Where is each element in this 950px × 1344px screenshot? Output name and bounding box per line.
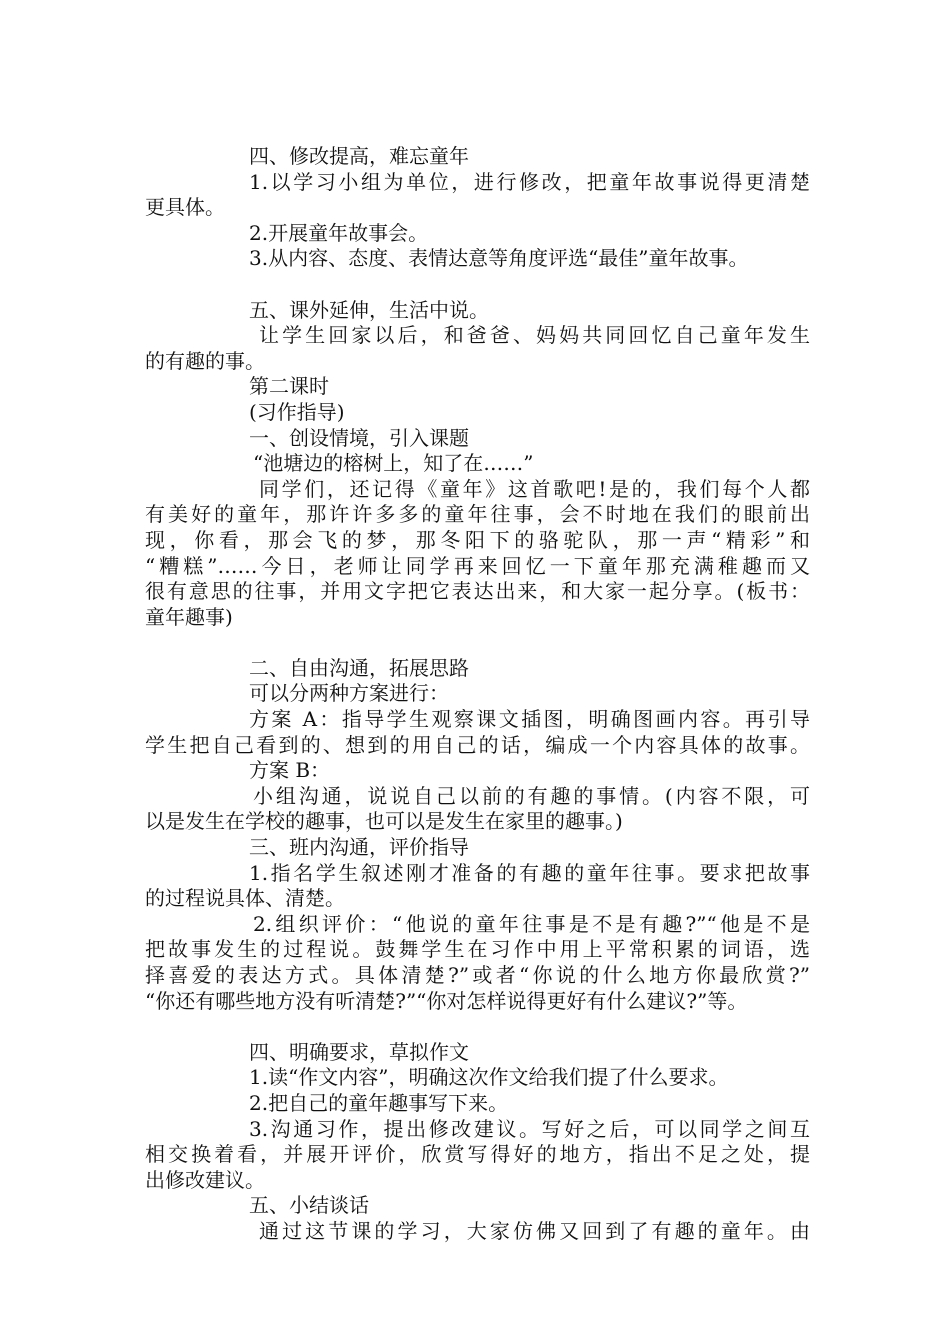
paragraph-line: 2.把自己的童年趣事写下来。 [249,1090,509,1115]
paragraph-line: 让学生回家以后，和爸爸、妈妈共同回忆自己童年发生 [259,323,810,348]
paragraph-line: 童年趣事) [145,604,233,629]
section-heading: 一、创设情境，引入课题 [249,425,469,450]
document-page [145,144,810,1245]
paragraph-line: “你还有哪些地方没有听清楚?”“你对怎样说得更好有什么建议?”等。 [145,988,748,1013]
paragraph-line: 很有意思的往事，并用文字把它表达出来，和大家一起分享。(板书： [145,579,810,604]
paragraph-line: 现，你看，那会飞的梦，那冬阳下的骆驼队，那一声“精彩”和 [145,527,810,552]
lesson-title: 第二课时 [249,374,329,399]
paragraph-line: 1.以学习小组为单位，进行修改，把童年故事说得更清楚 [249,169,810,194]
paragraph-line: “糟糕”……今日，老师让同学再来回忆一下童年那充满稚趣而又 [145,553,810,578]
paragraph-line: 通过这节课的学习，大家仿佛又回到了有趣的童年。由 [259,1218,810,1243]
blank-line [145,630,810,656]
paragraph-line: 3.从内容、态度、表情达意等角度评选“最佳”童年故事。 [249,246,749,271]
paragraph-line: 同学们，还记得《童年》这首歌吧!是的，我们每个人都 [259,476,810,501]
paragraph-line: 相交换着看，并展开评价，欣赏写得好的地方，指出不足之处，提 [145,1142,810,1167]
paragraph-line: 有美好的童年，那许许多多的童年往事，会不时地在我们的眼前出 [145,502,810,527]
paragraph-line: 2.开展童年故事会。 [249,220,429,245]
lesson-subtitle: (习作指导) [249,399,345,424]
paragraph-line: “池塘边的榕树上，知了在……” [253,451,534,476]
paragraph-line: 的有趣的事。 [145,348,265,373]
section-heading: 五、课外延伸，生活中说。 [249,297,489,322]
section-heading: 四、修改提高，难忘童年 [249,144,469,168]
paragraph-line: 以是发生在学校的趣事，也可以是发生在家里的趣事。) [145,809,623,834]
section-heading: 五、小结谈话 [249,1193,369,1218]
paragraph-line: 择喜爱的表达方式。具体清楚?”或者“你说的什么地方你最欣赏?” [145,963,810,987]
blank-line [145,1014,810,1040]
paragraph-line: 出修改建议。 [145,1167,265,1192]
section-heading: 三、班内沟通，评价指导 [249,835,469,860]
paragraph-line: 可以分两种方案进行： [249,681,449,706]
paragraph-line: 方案 A：指导学生观察课文插图，明确图画内容。再引导 [249,707,810,732]
paragraph-line: 1.指名学生叙述刚才准备的有趣的童年往事。要求把故事 [249,860,810,885]
paragraph-line: 更具体。 [145,195,225,220]
paragraph-line: 方案 B： [249,758,331,783]
paragraph-line: 学生把自己看到的、想到的用自己的话，编成一个内容具体的故事。 [145,732,810,757]
section-heading: 四、明确要求，草拟作文 [249,1039,469,1064]
paragraph-line: 把故事发生的过程说。鼓舞学生在习作中用上平常积累的词语，选 [145,937,810,962]
section-heading: 二、自由沟通，拓展思路 [249,655,469,680]
paragraph-line: 2.组织评价：“他说的童年往事是不是有趣?”“他是不是 [253,911,810,936]
paragraph-line: 1.读“作文内容”，明确这次作文给我们提了什么要求。 [249,1065,729,1090]
paragraph-line: 小组沟通，说说自己以前的有趣的事情。(内容不限，可 [253,783,810,808]
blank-line [145,272,810,298]
paragraph-line: 的过程说具体、清楚。 [145,886,345,911]
paragraph-line: 3.沟通习作，提出修改建议。写好之后，可以同学之间互 [249,1116,810,1141]
